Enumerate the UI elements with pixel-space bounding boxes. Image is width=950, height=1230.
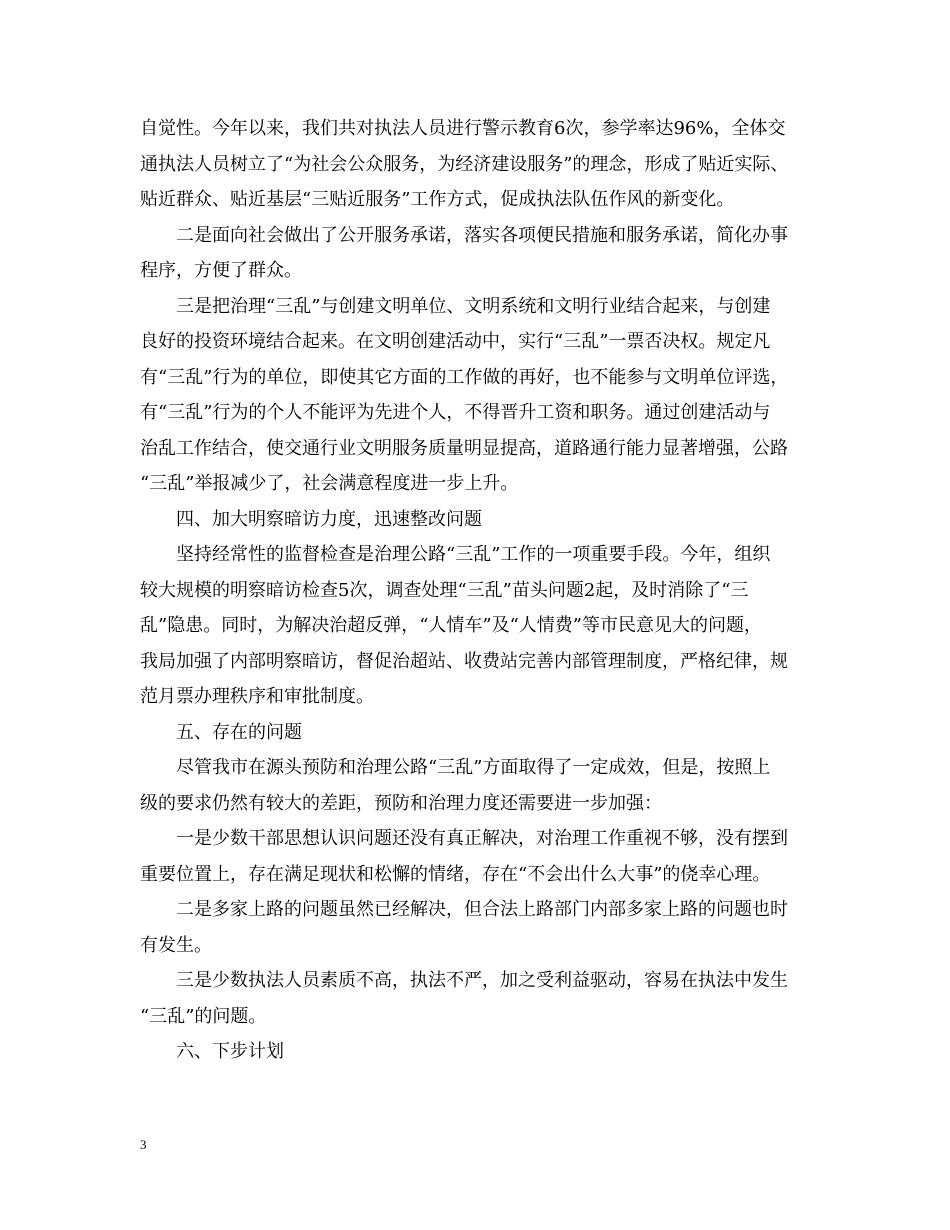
text-line: 治乱工作结合，使交通行业文明服务质量明显提高，道路通行能力显著增强，公路	[140, 437, 788, 459]
text-line: 五、存在的问题	[176, 721, 302, 743]
text-line: 有发生。	[140, 934, 212, 956]
text-line: 有“三乱”行为的单位，即使其它方面的工作做的再好，也不能参与文明单位评选，	[140, 366, 789, 388]
text-line: 我局加强了内部明察暗访，督促治超站、收费站完善内部管理制度，严格纪律，规	[140, 650, 788, 672]
text-line: 乱”隐患。同时，为解决治超反弹，“人情车”及“人情费”等市民意见大的问题，	[140, 615, 763, 636]
text-line: 三是少数执法人员素质不高，执法不严，加之受利益驱动，容易在执法中发生	[176, 970, 788, 991]
text-line: 一是少数干部思想认识问题还没有真正解决，对治理工作重视不够，没有摆到	[176, 828, 788, 849]
text-line: 范月票办理秩序和审批制度。	[140, 686, 374, 707]
text-line: 通执法人员树立了“为社会公众服务，为经济建设服务”的理念，形成了贴近实际、	[140, 153, 789, 175]
text-line: 有“三乱”行为的个人不能评为先进个人，不得晋升工资和职务。通过创建活动与	[140, 402, 771, 423]
text-line: 贴近群众、贴近基层“三贴近服务”工作方式，促成执法队伍作风的新变化。	[140, 189, 735, 210]
page-number: 3	[140, 1137, 147, 1152]
text-line: 坚持经常性的监督检查是治理公路“三乱”工作的一项重要手段。今年，组织	[176, 544, 771, 565]
text-line: 二是多家上路的问题虽然已经解决，但合法上路部门内部多家上路的问题也时	[176, 899, 788, 920]
text-line: 三是把治理“三乱”与创建文明单位、文明系统和文明行业结合起来，与创建	[176, 295, 771, 317]
text-line: 二是面向社会做出了公开服务承诺，落实各项便民措施和服务承诺，简化办事	[176, 224, 788, 246]
text-line: 六、下步计划	[176, 1041, 284, 1062]
text-line: 自觉性。今年以来，我们共对执法人员进行警示教育6次，参学率达96%，全体交	[140, 118, 786, 139]
text-line: 良好的投资环境结合起来。在文明创建活动中，实行“三乱”一票否决权。规定凡	[140, 331, 771, 352]
text-line: 尽管我市在源头预防和治理公路“三乱”方面取得了一定成效，但是，按照上	[176, 757, 771, 778]
text-line: 四、加大明察暗访力度，迅速整改问题	[176, 508, 482, 530]
text-line: 重要位置上，存在满足现状和松懈的情绪，存在“不会出什么大事”的侥幸心理。	[140, 863, 771, 885]
text-line: “三乱”举报减少了，社会满意程度进一步上升。	[140, 473, 519, 494]
text-line: “三乱”的问题。	[140, 1005, 267, 1027]
text-line: 级的要求仍然有较大的差距，预防和治理力度还需要进一步加强：	[140, 792, 662, 814]
document-body	[140, 111, 830, 1070]
text-line: 程序，方便了群众。	[140, 260, 302, 281]
text-line: 较大规模的明察暗访检查5次，调查处理“三乱”苗头问题2起，及时消除了“三	[140, 579, 749, 601]
